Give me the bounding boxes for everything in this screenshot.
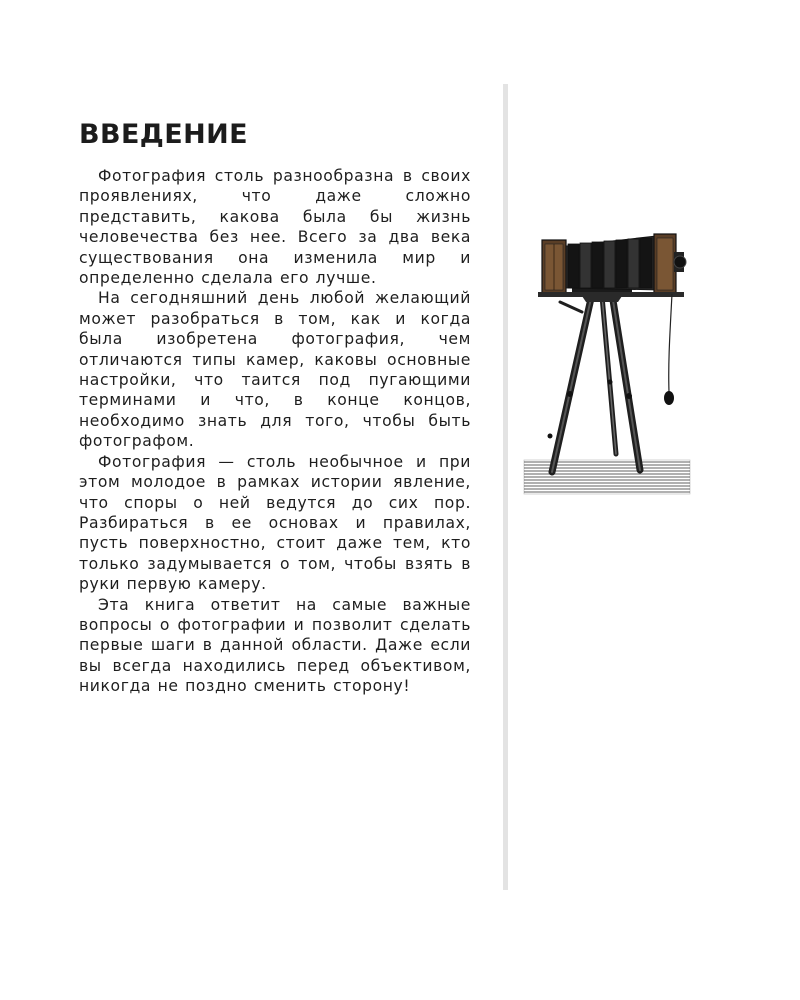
ground-shading: [524, 462, 690, 492]
paragraph-4: Эта книга ответит на самые важные вопросы о фотографии и позволит сделать первые шаги в данной области. Даже если вы всегда находились перед объективом, никогда не поздно сменить сторону!: [79, 595, 471, 696]
bellows: [566, 236, 656, 290]
page-gutter-divider: [503, 84, 508, 890]
paragraph-1: Фотография столь разнообразна в своих проявлениях, что даже сложно представить, какова была бы жизнь человечества без нее. Всего за два века существования она изменила мир и определенно сделала его лучше.: [79, 167, 471, 288]
paragraph-2: На сегодняшний день любой желающий может разобраться в том, как и когда была изобретена фотография, чем отличаются типы камер, каковы основные настройки, что таится под пугающими терминами и что, в конце концов, необходимо знать для того, чтобы быть фотографом.: [79, 289, 471, 451]
paragraph-3: Фотография — столь необычное и при этом молодое в рамках истории явление, что споры о ней ведутся до сих пор. Разбираться в ее основах и правилах, пусть поверхностно, стоит даже тем, кто только задумывается о том, чтобы взять в руки первую камеру.: [79, 452, 471, 594]
page-title: ВВЕДЕНИЕ: [79, 119, 248, 150]
body-text: [79, 166, 471, 697]
tripod-legs: [552, 294, 640, 472]
vintage-camera-icon: [520, 232, 695, 497]
